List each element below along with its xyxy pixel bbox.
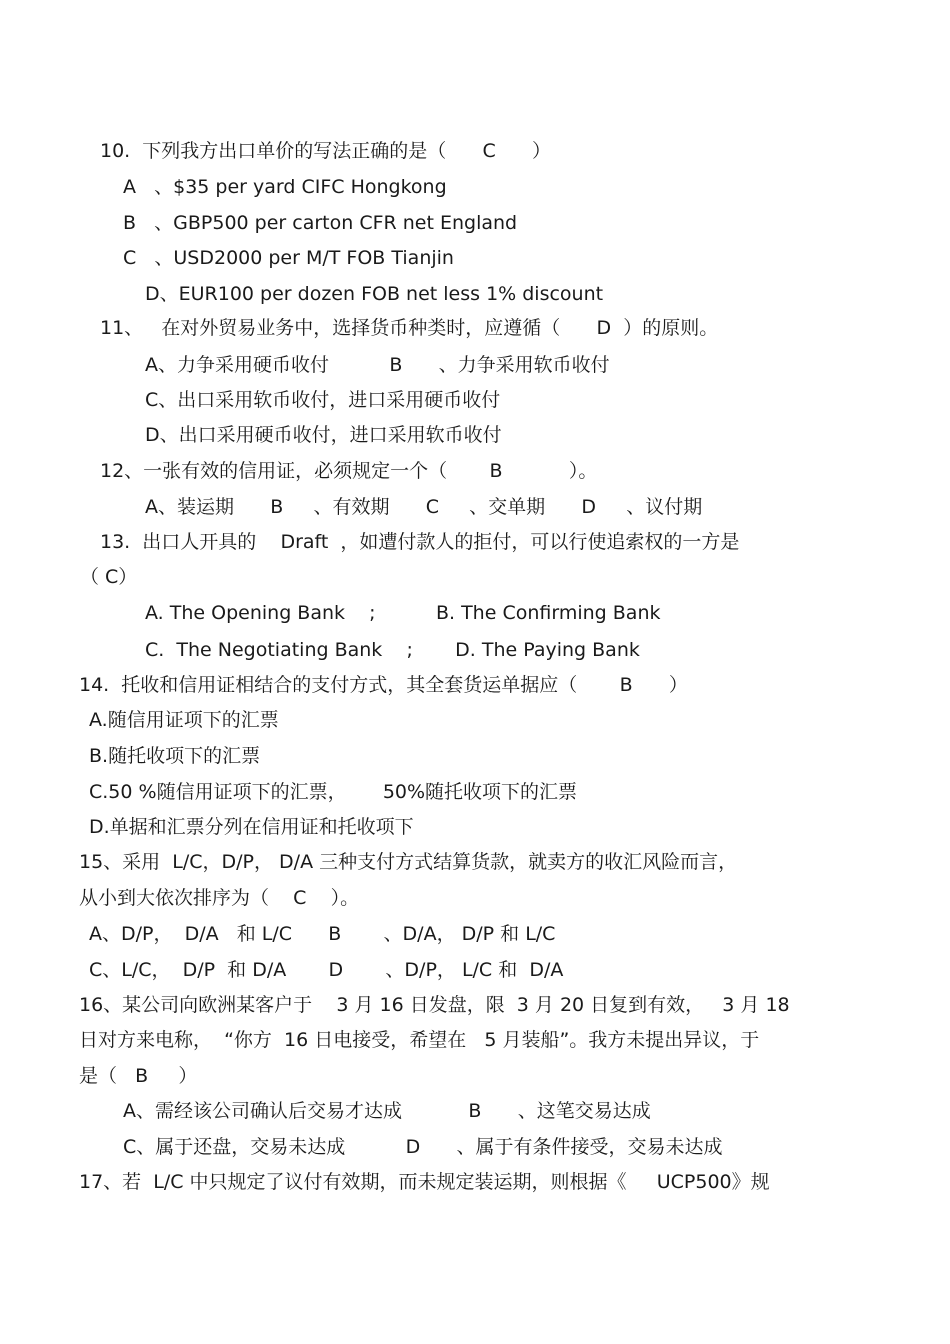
question-10-option-c: C 、USD2000 per M/T FOB Tianjin (123, 247, 454, 269)
question-15-stem-line-1: 15、采用 L/C，D/P， D/A 三种支付方式结算货款，就卖方的收汇风险而言， (79, 851, 738, 873)
question-13-options-ab: A. The Opening Bank ; B. The Confirming Bank (145, 602, 661, 624)
question-10-option-a: A 、$35 per yard CIFC Hongkong (123, 176, 447, 198)
question-16-options-ab: A、需经该公司确认后交易才达成 B 、这笔交易达成 (123, 1100, 651, 1122)
question-15-options-cd: C、L/C， D/P 和 D/A D 、D/P， L/C 和 D/A (89, 959, 564, 981)
question-13-answer: （ C） (80, 566, 138, 588)
question-10-stem: 10. 下列我方出口单价的写法正确的是（ C ） (100, 140, 552, 162)
question-16-stem-line-1: 16、某公司向欧洲某客户于 3 月 16 日发盘，限 3 月 20 日复到有效， 3 月 18 (79, 994, 790, 1016)
question-16-stem-line-3: 是（ B ） (79, 1065, 198, 1087)
question-15-stem-line-2: 从小到大依次排序为（ C ）。 (79, 887, 360, 909)
question-13-stem: 13. 出口人开具的 Draft ，如遭付款人的拒付，可以行使追索权的一方是 (100, 531, 740, 553)
question-10-option-d: D、EUR100 per dozen FOB net less 1% discount (145, 283, 604, 305)
question-13-options-cd: C. The Negotiating Bank ; D. The Paying Bank (145, 639, 640, 661)
question-11-option-d: D、出口采用硬币收付，进口采用软币收付 (145, 424, 502, 446)
question-11-options-ab: A、力争采用硬币收付 B 、力争采用软币收付 (145, 354, 610, 376)
question-14-option-a: A.随信用证项下的汇票 (89, 709, 279, 731)
question-12-options: A、装运期 B 、有效期 C 、交单期 D 、议付期 (145, 496, 703, 518)
question-11-option-c: C、出口采用软币收付，进口采用硬币收付 (145, 389, 501, 411)
question-14-option-c: C.50 %随信用证项下的汇票， 50%随托收项下的汇票 (89, 781, 578, 803)
question-12-stem: 12、一张有效的信用证，必须规定一个（ B ）。 (100, 460, 598, 482)
question-14-option-b: B.随托收项下的汇票 (89, 745, 261, 767)
question-15-options-ab: A、D/P， D/A 和 L/C B 、D/A， D/P 和 L/C (89, 923, 556, 945)
question-14-stem: 14. 托收和信用证相结合的支付方式，其全套货运单据应（ B ） (79, 674, 688, 696)
question-16-stem-line-2: 日对方来电称， “你方 16 日电接受，希望在 5 月装船”。我方未提出异议，于 (79, 1029, 760, 1051)
question-14-option-d: D.单据和汇票分列在信用证和托收项下 (89, 816, 414, 838)
question-11-stem: 11、 在对外贸易业务中，选择货币种类时，应遵循（ D ）的原则。 (100, 317, 719, 339)
question-17-stem: 17、若 L/C 中只规定了议付有效期，而未规定装运期，则根据《 UCP500》规 (79, 1171, 770, 1193)
question-10-option-b: B 、GBP500 per carton CFR net England (123, 212, 518, 234)
question-16-options-cd: C、属于还盘，交易未达成 D 、属于有条件接受，交易未达成 (123, 1136, 723, 1158)
